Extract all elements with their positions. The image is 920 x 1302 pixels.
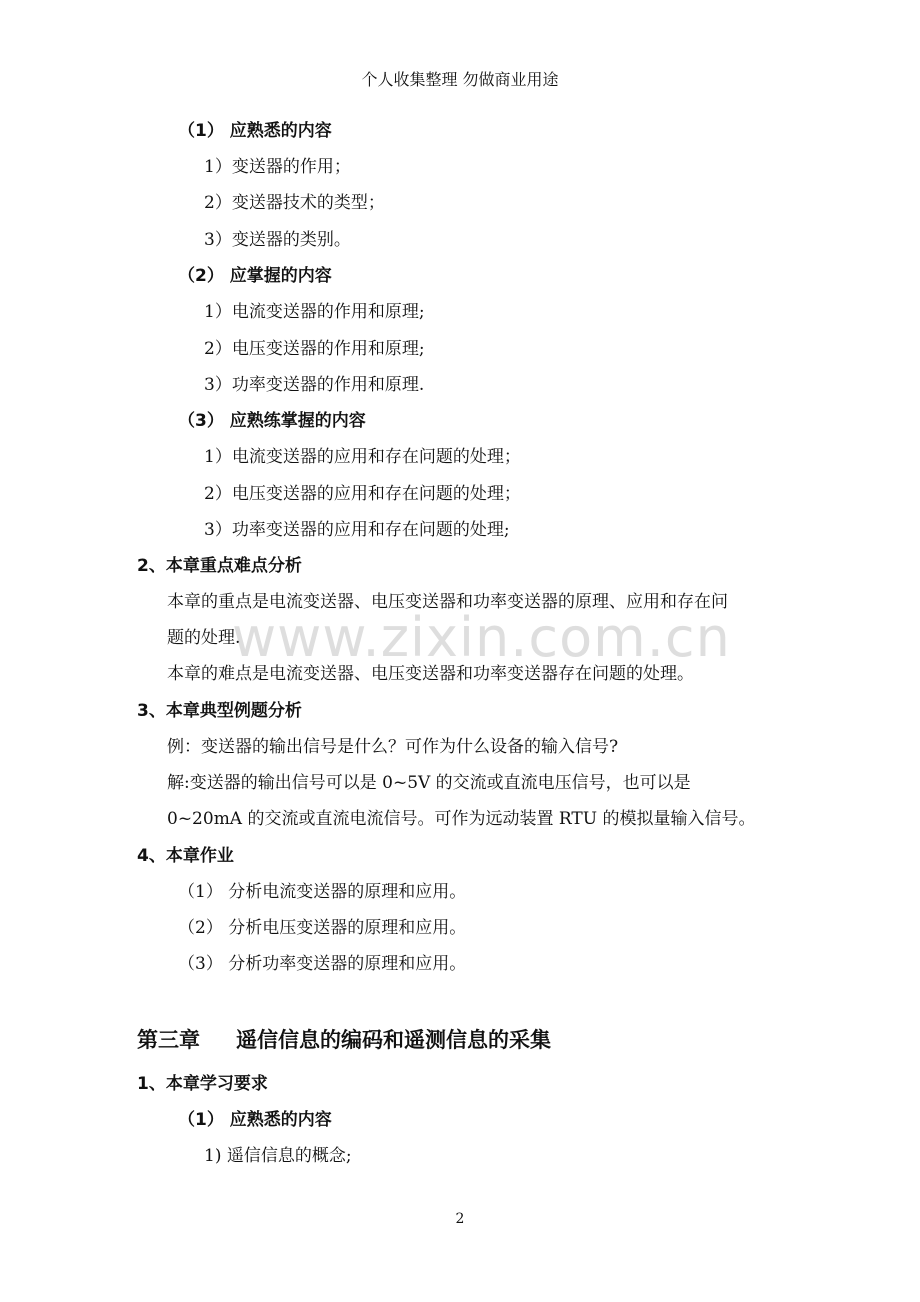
homework-item: （1） 分析电流变送器的原理和应用。 [178,882,467,902]
list-item: 1）变送器的作用； [204,157,351,177]
paragraph-line: 题的处理. [167,628,241,648]
subheading-familiar: （1） 应熟悉的内容 [178,121,332,141]
list-item: 3）功率变送器的应用和存在问题的处理; [204,520,510,540]
list-item: 1）电流变送器的作用和原理; [204,302,425,322]
example-answer-line: 解:变送器的输出信号可以是 0~5V 的交流或直流电压信号，也可以是 [167,773,691,793]
section-heading-examples: 3、本章典型例题分析 [137,701,302,721]
subheading-master: （2） 应掌握的内容 [178,266,332,286]
section-heading-key-points: 2、本章重点难点分析 [137,556,302,576]
chapter-title: 遥信信息的编码和遥测信息的采集 [236,1028,551,1052]
example-question: 例：变送器的输出信号是什么？可作为什么设备的输入信号? [167,737,619,757]
list-item: 1）电流变送器的应用和存在问题的处理； [204,447,521,467]
example-answer-line: 0~20mA 的交流或直流电流信号。可作为远动装置 RTU 的模拟量输入信号。 [167,809,756,829]
list-item: 3）变送器的类别。 [204,230,351,250]
watermark: www.zixin.com.cn [232,606,731,669]
list-item: 2）电压变送器的作用和原理; [204,339,425,359]
subheading-proficient: （3） 应熟练掌握的内容 [178,411,366,431]
subheading-familiar: （1） 应熟悉的内容 [178,1110,332,1130]
list-item: 2）电压变送器的应用和存在问题的处理； [204,484,521,504]
page-number: 2 [455,1211,465,1227]
list-item: 3）功率变送器的作用和原理. [204,375,425,395]
paragraph-line: 本章的难点是电流变送器、电压变送器和功率变送器存在问题的处理。 [167,664,694,684]
list-item: 2）变送器技术的类型； [204,193,385,213]
list-item: 1) 遥信信息的概念; [204,1146,352,1166]
homework-item: （3） 分析功率变送器的原理和应用。 [178,954,467,974]
section-heading-requirements: 1、本章学习要求 [137,1074,268,1094]
homework-item: （2） 分析电压变送器的原理和应用。 [178,918,467,938]
paragraph-line: 本章的重点是电流变送器、电压变送器和功率变送器的原理、应用和存在问 [167,592,728,612]
chapter-number: 第三章 [137,1028,200,1052]
section-heading-homework: 4、本章作业 [137,846,234,866]
page-header: 个人收集整理 勿做商业用途 [361,70,559,89]
